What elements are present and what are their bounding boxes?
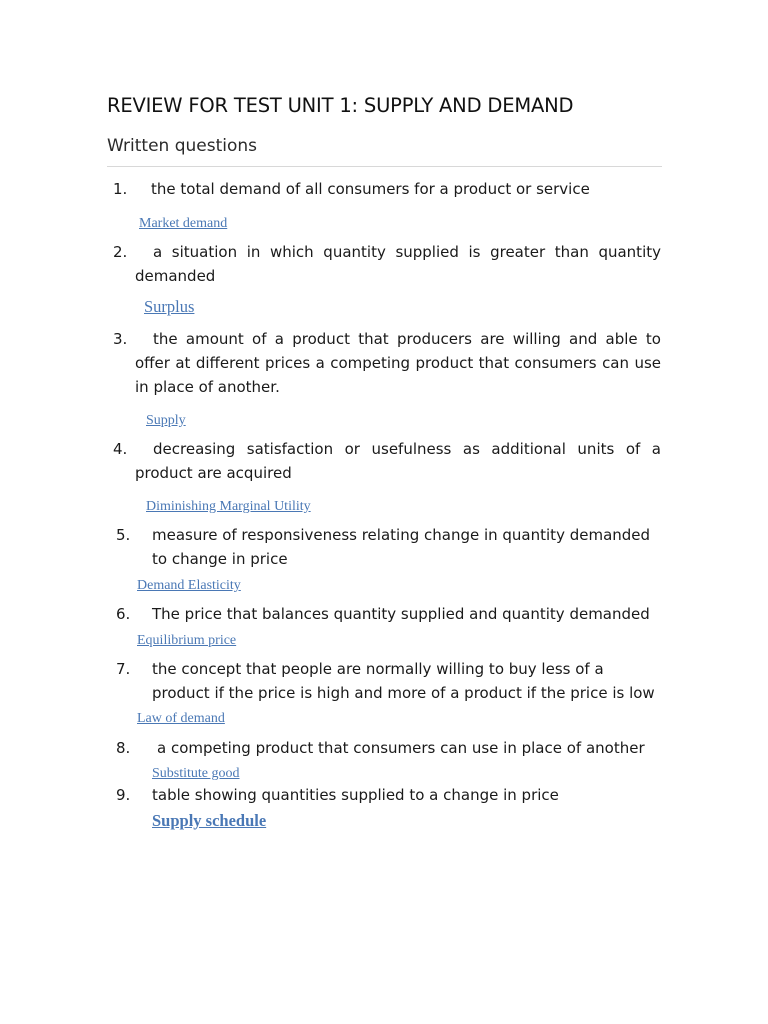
question-text: a competing product that consumers can use in place of another: [157, 739, 645, 757]
question-number: 3.: [113, 330, 128, 348]
question-text: The price that balances quantity supplied and quantity demanded: [152, 605, 650, 623]
question-number: 9.: [116, 786, 131, 804]
answer-link[interactable]: Demand Elasticity: [137, 578, 241, 593]
answer-link[interactable]: Diminishing Marginal Utility: [146, 499, 311, 514]
page-title: REVIEW FOR TEST UNIT 1: SUPPLY AND DEMAND: [107, 94, 574, 117]
question-number: 4.: [113, 440, 128, 458]
question-number: 5.: [116, 526, 131, 544]
question-item: [0, 437, 768, 485]
question-item: [0, 240, 768, 288]
answer-link[interactable]: Substitute good: [152, 766, 240, 781]
question-number: 2.: [113, 243, 128, 261]
question-number: 6.: [116, 605, 131, 623]
question-number: 8.: [116, 739, 131, 757]
question-text: measure of responsiveness relating change in quantity demanded to change in price: [152, 526, 651, 568]
question-text: table showing quantities supplied to a change in price: [152, 786, 559, 804]
question-item: [0, 523, 768, 571]
section-heading: Written questions: [107, 136, 258, 156]
answer-link[interactable]: Supply schedule: [152, 811, 267, 830]
heading-divider: [107, 166, 662, 167]
question-item: [0, 602, 768, 626]
answer-link[interactable]: Supply: [146, 413, 186, 428]
question-item: [0, 177, 768, 201]
question-item: [0, 783, 768, 807]
question-text: the total demand of all consumers for a product or service: [151, 180, 590, 198]
question-text: the amount of a product that producers are willing and able to offer at different prices a competing product that consumers can use in place of another.: [135, 330, 661, 396]
answer-link[interactable]: Surplus: [144, 297, 195, 316]
answer-link[interactable]: Equilibrium price: [137, 633, 237, 648]
question-text: the concept that people are normally willing to buy less of a product if the price is high and more of a product if the price is low: [152, 660, 655, 702]
question-item: [0, 736, 768, 760]
answer-link[interactable]: Market demand: [139, 216, 228, 231]
question-text: decreasing satisfaction or usefulness as additional units of a product are acquired: [135, 440, 661, 482]
question-text: a situation in which quantity supplied is greater than quantity demanded: [135, 243, 661, 285]
answer-link[interactable]: Law of demand: [137, 711, 225, 726]
question-number: 1.: [113, 180, 128, 198]
question-item: [0, 327, 768, 399]
question-number: 7.: [116, 660, 131, 678]
question-item: [0, 657, 768, 705]
